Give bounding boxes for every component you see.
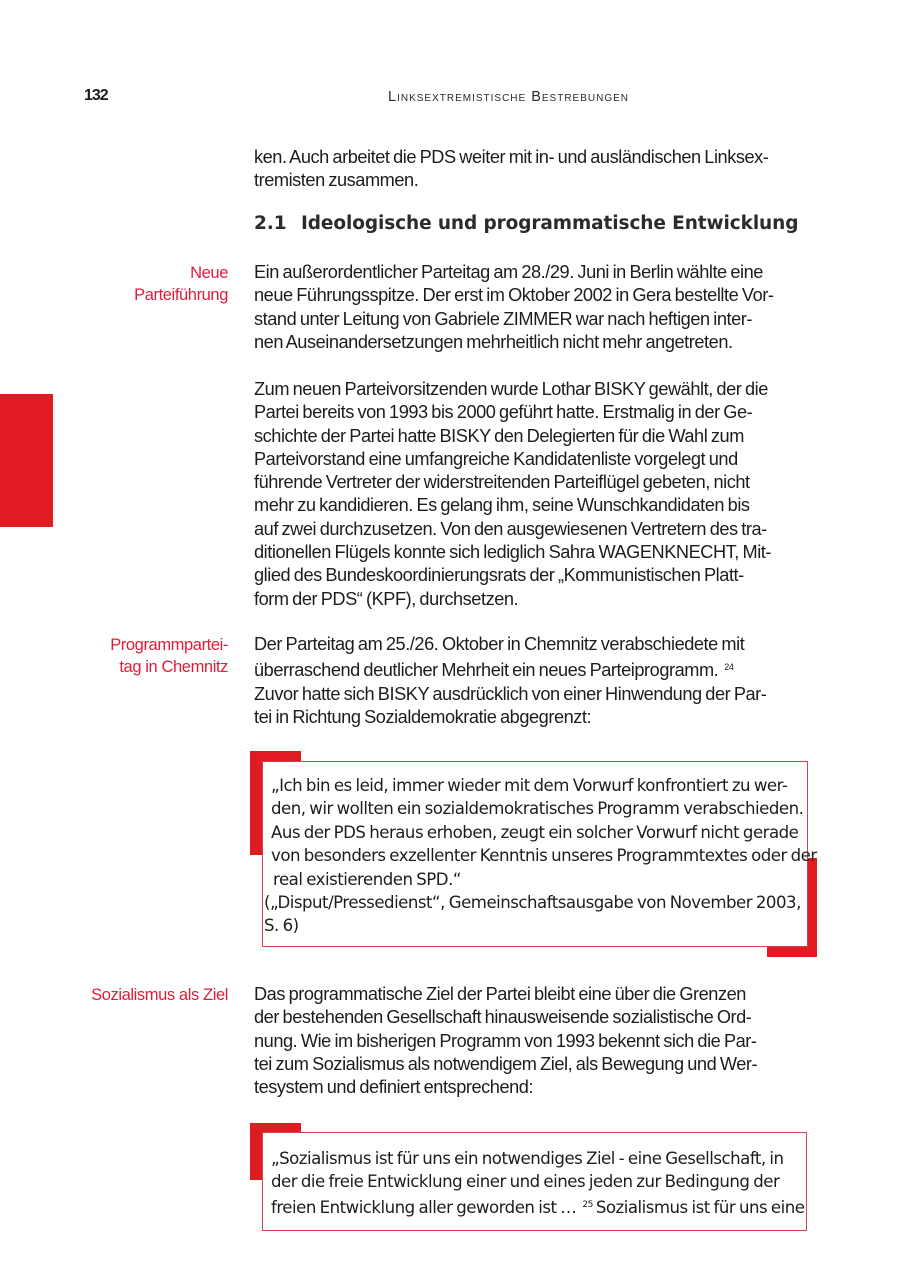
text-line: Parteivorstand eine umfangreiche Kandidatenliste vorgelegt und: [254, 448, 738, 469]
quote-line: der die freie Entwicklung einer und eines jeden zur Bedingung der: [271, 1172, 780, 1192]
quote-text: [271, 1147, 804, 1219]
text-line: Partei bereits von 1993 bis 2000 geführt hatte. Erstmalig in der Ge-: [254, 402, 753, 423]
quote-line: den, wir wollten ein sozialdemokratisches Programm verabschieden.: [271, 799, 804, 819]
quote-source-line: S. 6): [264, 916, 299, 936]
text-line: glied des Bundeskoordinierungsrats der „Kommunistischen Platt-: [254, 565, 744, 586]
paragraph-sozialismus: [254, 983, 814, 1099]
running-head: Linksextremistische Bestrebungen: [388, 89, 630, 105]
section-heading: [254, 213, 798, 234]
text-line: Der Parteitag am 25./26. Oktober in Chemnitz verabschiedete mit: [254, 634, 745, 654]
text-line: Das programmatische Ziel der Partei bleibt eine über die Grenzen: [254, 984, 746, 1004]
quote-line-with-footnote: [271, 1194, 804, 1219]
quote-line: freien Entwicklung aller geworden ist …: [271, 1197, 577, 1217]
text-line: tesystem und definiert entsprechend:: [254, 1077, 534, 1098]
margin-note-line: Sozialismus als Ziel: [91, 986, 228, 1004]
quote-line: Sozialismus ist für uns eine: [595, 1197, 805, 1217]
margin-note-line: Programmpartei-: [110, 636, 228, 654]
section-number: 2.1: [254, 213, 287, 234]
margin-note-line: tag in Chemnitz: [119, 658, 228, 676]
text-line-with-footnote: [254, 656, 814, 682]
text-line: nen Auseinandersetzungen mehrheitlich nicht mehr angetreten.: [254, 331, 733, 352]
text-line: tremisten zusammen.: [254, 170, 419, 191]
text-line: stand unter Leitung von Gabriele ZIMMER war nach heftigen inter-: [254, 308, 752, 329]
intro-paragraph: [254, 146, 814, 193]
footnote-marker[interactable]: 25: [582, 1199, 593, 1210]
section-title: Ideologische und programmatische Entwicklung: [301, 213, 799, 234]
quote-text: [271, 774, 817, 891]
text-line: form der PDS“ (KPF), durchsetzen.: [254, 588, 519, 609]
margin-note-neue-parteifuehrung: [134, 262, 228, 306]
quote-box-bisky: [262, 761, 817, 947]
margin-note-line: Neue: [190, 264, 228, 282]
text-line: Zum neuen Parteivorsitzenden wurde Lothar BISKY gewählt, der die: [254, 379, 768, 399]
text-line: überraschend deutlicher Mehrheit ein neues Parteiprogramm.: [254, 660, 719, 681]
quote-line: Aus der PDS heraus erhoben, zeugt ein solcher Vorwurf nicht gerade: [271, 822, 799, 842]
margin-note-sozialismus-als-ziel: [91, 984, 228, 1006]
quote-source: [264, 891, 801, 938]
text-line: nung. Wie im bisherigen Programm von 1993 bekennt sich die Par-: [254, 1030, 757, 1051]
text-line: Ein außerordentlicher Parteitag am 28./29. Juni in Berlin wählte eine: [254, 262, 763, 282]
text-line: führende Vertreter der widerstreitenden Parteiflügel gebeten, nicht: [254, 472, 750, 493]
text-line: der bestehenden Gesellschaft hinausweisende sozialistische Ord-: [254, 1007, 752, 1028]
text-line: schichte der Partei hatte BISKY den Delegierten für die Wahl zum: [254, 425, 744, 446]
page-number: 132: [84, 87, 108, 104]
footnote-marker[interactable]: 24: [724, 662, 734, 673]
text-line: Zuvor hatte sich BISKY ausdrücklich von einer Hinwendung der Par-: [254, 683, 767, 704]
paragraph-bisky: [254, 378, 814, 611]
quote-source-line: („Disput/Pressedienst“, Gemeinschaftsausgabe von November 2003,: [264, 893, 801, 912]
quote-line: „Sozialismus ist für uns ein notwendiges Ziel - eine Gesellschaft, in: [271, 1149, 784, 1168]
quote-line: „Ich bin es leid, immer wieder mit dem Vorwurf konfrontiert zu wer-: [271, 776, 788, 795]
text-line: ken. Auch arbeitet die PDS weiter mit in- und ausländischen Linksex-: [254, 147, 769, 167]
text-line: ditionellen Flügels konnte sich lediglich Sahra WAGENKNECHT, Mit-: [254, 542, 772, 563]
text-line: tei in Richtung Sozialdemokratie abgegrenzt:: [254, 706, 592, 727]
chapter-side-tab: [0, 394, 53, 527]
paragraph-neue-fuehrung: [254, 261, 814, 354]
margin-note-programmparteitag: [110, 634, 228, 678]
text-line: tei zum Sozialismus als notwendigem Ziel, als Bewegung und Wer-: [254, 1053, 758, 1074]
paragraph-chemnitz: [254, 633, 814, 729]
text-line: auf zwei durchzusetzen. Von den ausgewiesenen Vertretern des tra-: [254, 518, 767, 539]
text-line: mehr zu kandidieren. Es gelang ihm, seine Wunschkandidaten bis: [254, 495, 750, 516]
text-line: neue Führungsspitze. Der erst im Oktober 2002 in Gera bestellte Vor-: [254, 285, 774, 306]
quote-line: von besonders exzellenter Kenntnis unseres Programmtextes oder der: [271, 846, 817, 866]
margin-note-line: Parteiführung: [134, 286, 228, 304]
quote-line: real existierenden SPD.“: [273, 869, 461, 889]
quote-box-programm: [262, 1132, 807, 1231]
